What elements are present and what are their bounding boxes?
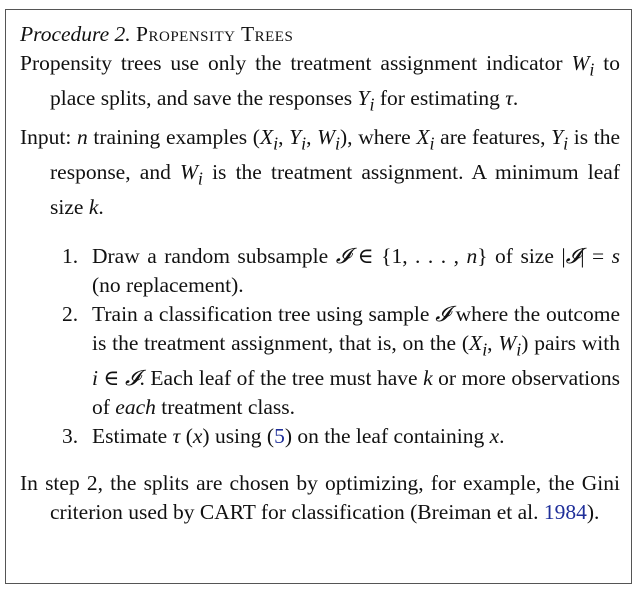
step-2: 2. Train a classification tree using sample 𝓘 where the outcome is the treatment assignment, that is, on the ($X_i$, $W_i$) pairs with i ∈ 𝓘. Each leaf of the tree must have k or more observations of each treatment class. (62, 300, 620, 422)
outro-paragraph: In step 2, the splits are chosen by optimizing, for example, the Gini criterion used by CART for classification (Breiman et al. 1984). (20, 471, 620, 525)
equation-reference-link[interactable]: 5 (274, 424, 285, 449)
procedure-content (20, 20, 620, 527)
intro-paragraph: Propensity trees use only the treatment assignment indicator $W_i$ to place splits, and save the responses $Y_i$ for estimating τ. (20, 51, 620, 115)
procedure-title (20, 20, 620, 49)
procedure-label: Procedure 2. (20, 22, 131, 46)
step-number: 3. (62, 424, 79, 449)
step-1: 1. Draw a random subsample 𝓘 ∈ {1, . . . , n} of size |𝓘| = s (no replacement). (62, 242, 620, 300)
step-3: 3. Estimate τ (x) using (5) on the leaf containing x. (62, 422, 620, 451)
citation-link[interactable]: 1984 (543, 500, 587, 525)
input-paragraph: Input: n training examples ($X_i$, $Y_i$, $W_i$), where $X_i$ are features, $Y_i$ is the response, and $W_i$ is the treatment assignment. A minimum leaf size k. (20, 124, 620, 220)
step-number: 1. (62, 244, 79, 269)
step-number: 2. (62, 302, 79, 327)
steps-list (20, 242, 620, 451)
procedure-name: Propensity Trees (136, 22, 294, 46)
